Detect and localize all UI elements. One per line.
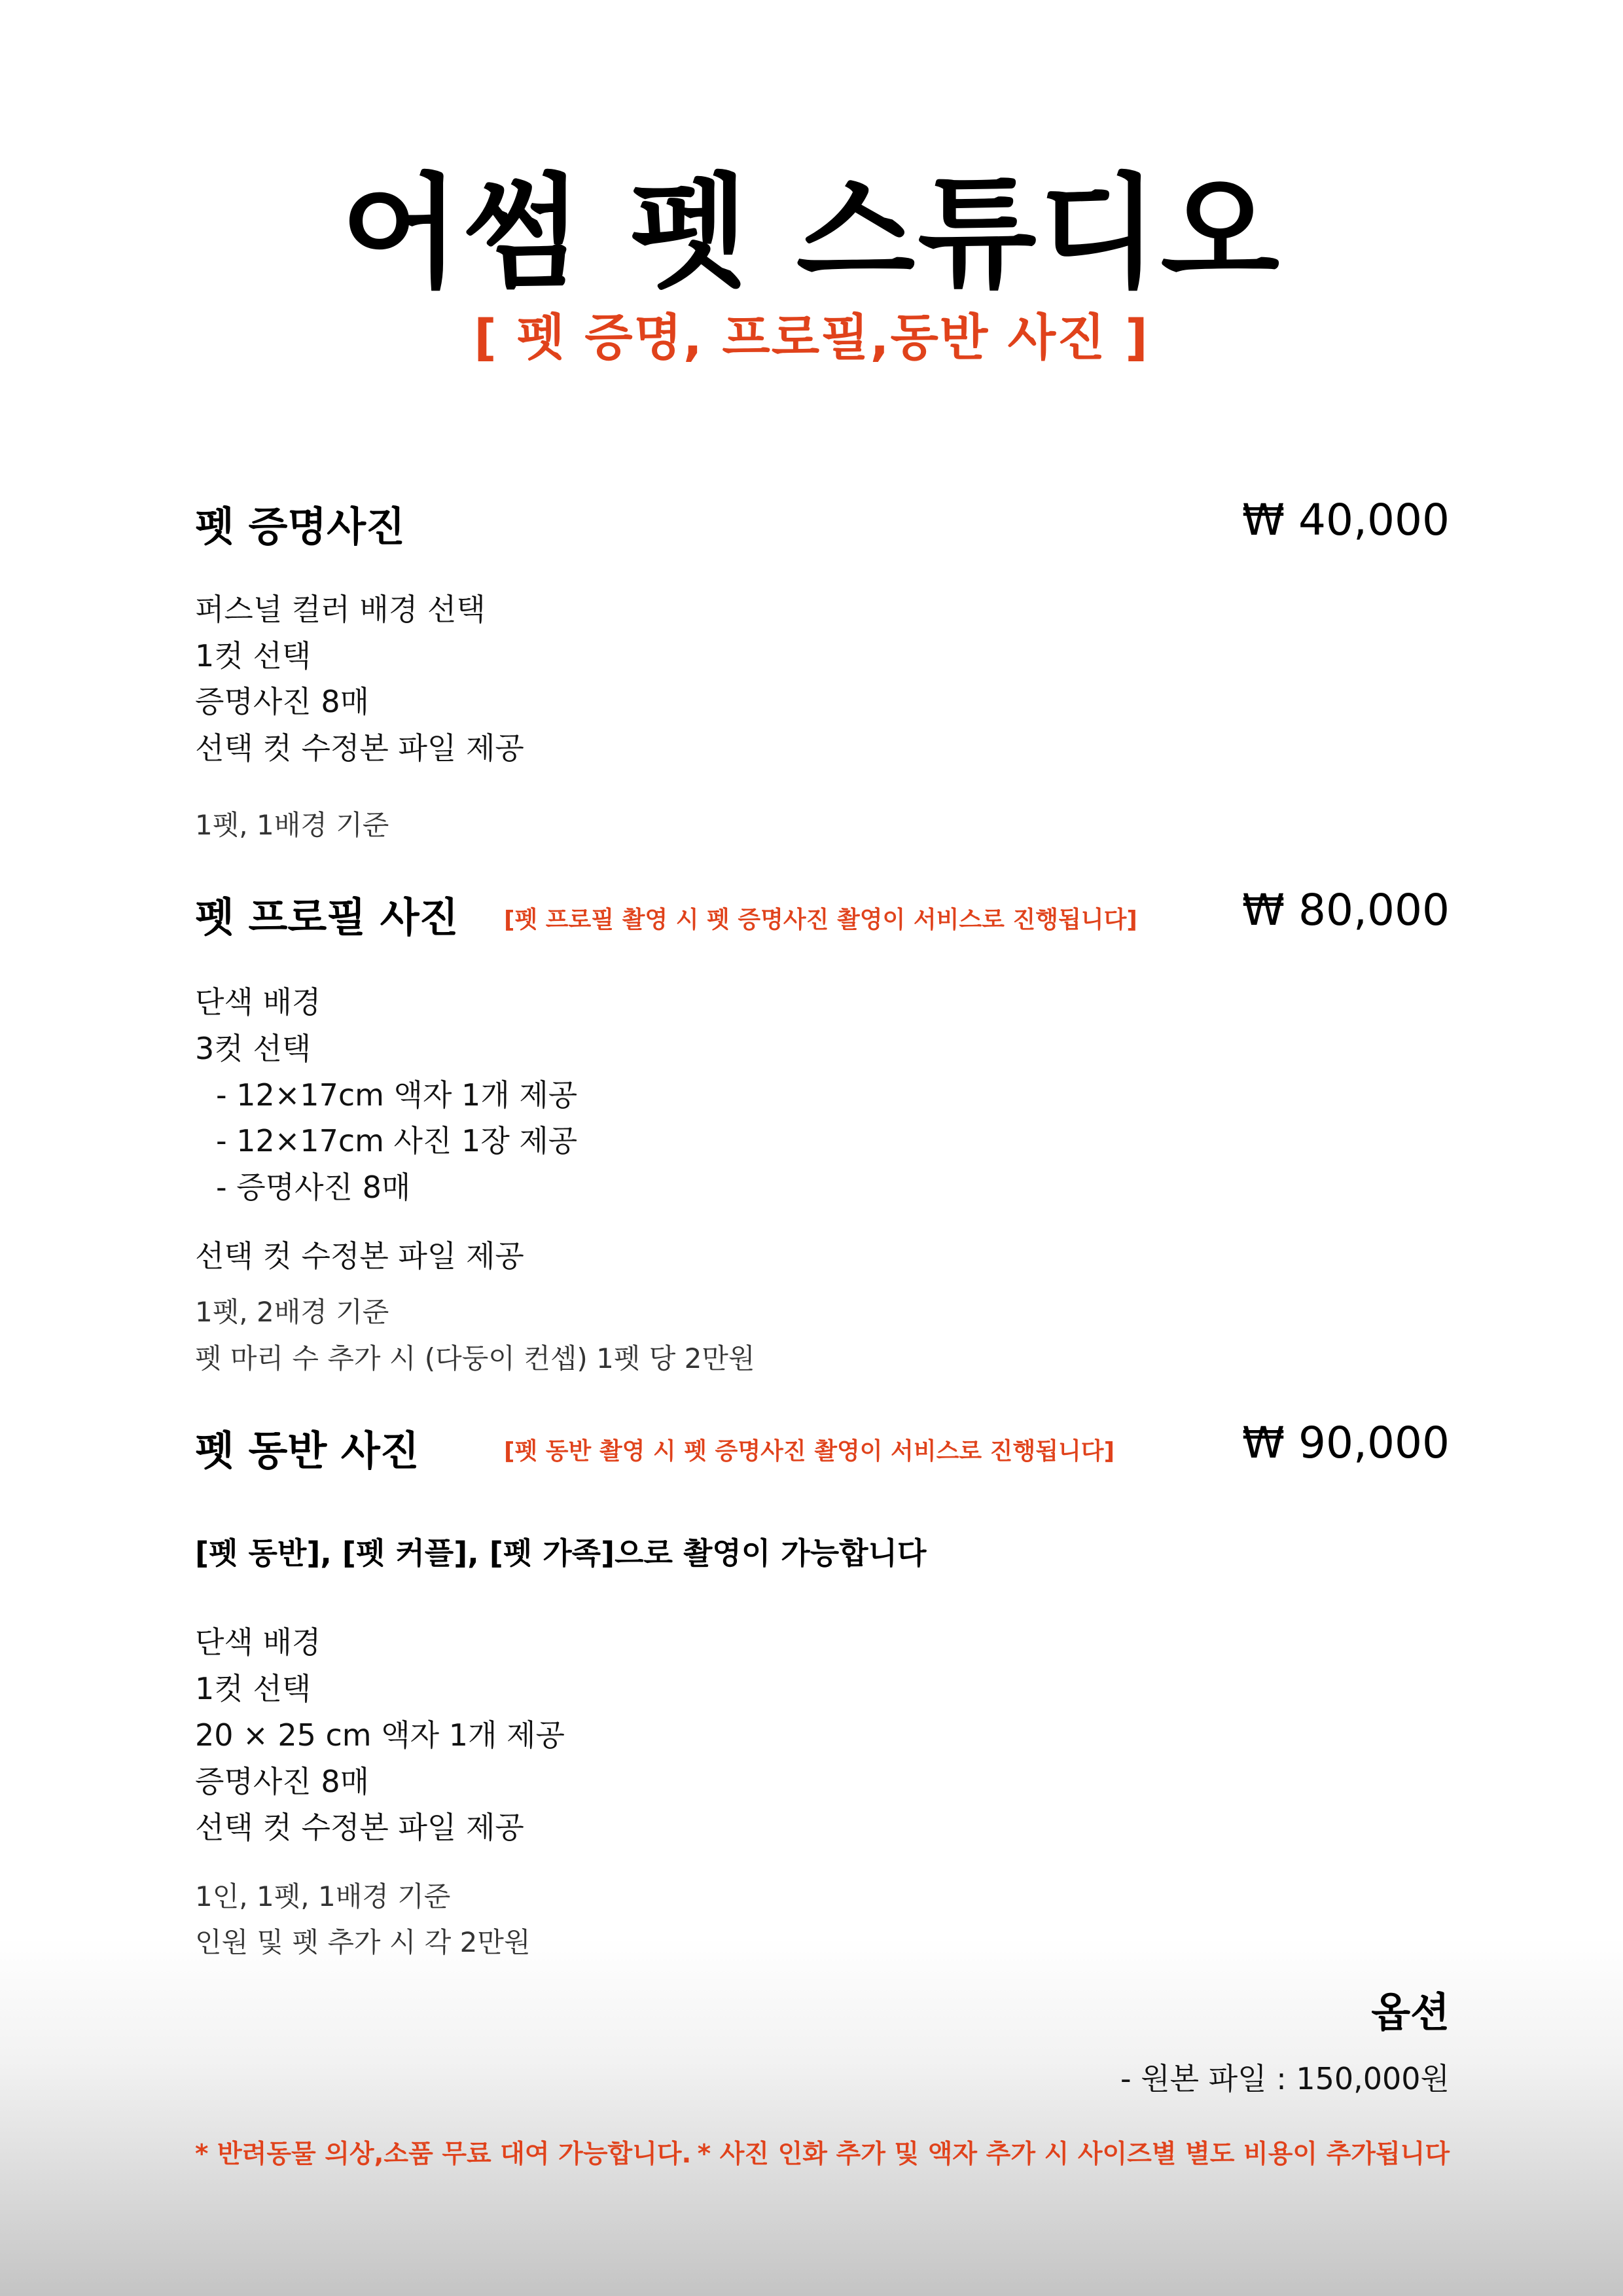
list-item: 퍼스널 컬러 배경 선택 bbox=[195, 592, 486, 627]
list-item: - 증명사진 8매 bbox=[216, 1170, 411, 1205]
section-companion-price: ₩ 90,000 bbox=[1241, 1418, 1450, 1468]
list-item: 3컷 선택 bbox=[195, 1031, 312, 1066]
list-item: - 12×17cm 액자 1개 제공 bbox=[216, 1077, 578, 1113]
section-id-photo-title: 펫 증명사진 bbox=[195, 503, 406, 550]
section-id-photo-price: ₩ 40,000 bbox=[1241, 495, 1450, 545]
basis-note: 1펫, 1배경 기준 bbox=[195, 809, 389, 841]
studio-subtitle: [ 펫 증명, 프로필,동반 사진 ] bbox=[474, 308, 1149, 367]
extra-pet-note: 펫 마리 수 추가 시 (다둥이 컨셉) 1펫 당 2만원 bbox=[195, 1342, 755, 1374]
list-item: 선택 컷 수정본 파일 제공 bbox=[195, 730, 524, 766]
list-item: 증명사진 8매 bbox=[195, 1764, 370, 1799]
basis-note: 1인, 1펫, 1배경 기준 bbox=[195, 1880, 451, 1912]
section-companion-service-note: [펫 동반 촬영 시 펫 증명사진 촬영이 서비스로 진행됩니다] bbox=[504, 1438, 1115, 1465]
list-item: 1컷 선택 bbox=[195, 638, 312, 673]
basis-note: 1펫, 2배경 기준 bbox=[195, 1296, 389, 1328]
list-item: 1컷 선택 bbox=[195, 1671, 312, 1706]
options-title: 옵션 bbox=[1371, 1988, 1450, 2036]
companion-headline: [펫 동반], [펫 커플], [펫 가족]으로 촬영이 가능합니다 bbox=[195, 1535, 927, 1571]
option-original-file: - 원본 파일 : 150,000원 bbox=[1120, 2061, 1450, 2096]
studio-title: 어썸 펫 스튜디오 bbox=[340, 162, 1283, 305]
list-item: 단색 배경 bbox=[195, 984, 321, 1020]
section-profile-title: 펫 프로필 사진 bbox=[195, 893, 459, 941]
list-item: 선택 컷 수정본 파일 제공 bbox=[195, 1238, 524, 1274]
footnote-extra-print-cost: * 사진 인화 추가 및 액자 추가 시 사이즈별 별도 비용이 추가됩니다 bbox=[697, 2140, 1450, 2169]
section-profile-price: ₩ 80,000 bbox=[1241, 885, 1450, 935]
extra-person-note: 인원 및 펫 추가 시 각 2만원 bbox=[195, 1926, 531, 1958]
footnote-costume-rental: * 반려동물 의상,소품 무료 대여 가능합니다. bbox=[195, 2140, 692, 2169]
section-profile-service-note: [펫 프로필 촬영 시 펫 증명사진 촬영이 서비스로 진행됩니다] bbox=[504, 906, 1137, 933]
list-item: 단색 배경 bbox=[195, 1624, 321, 1660]
list-item: - 12×17cm 사진 1장 제공 bbox=[216, 1123, 578, 1158]
list-item: 선택 컷 수정본 파일 제공 bbox=[195, 1810, 524, 1845]
list-item: 증명사진 8매 bbox=[195, 684, 370, 719]
section-companion-title: 펫 동반 사진 bbox=[195, 1427, 419, 1475]
list-item: 20 × 25 cm 액자 1개 제공 bbox=[195, 1717, 565, 1753]
